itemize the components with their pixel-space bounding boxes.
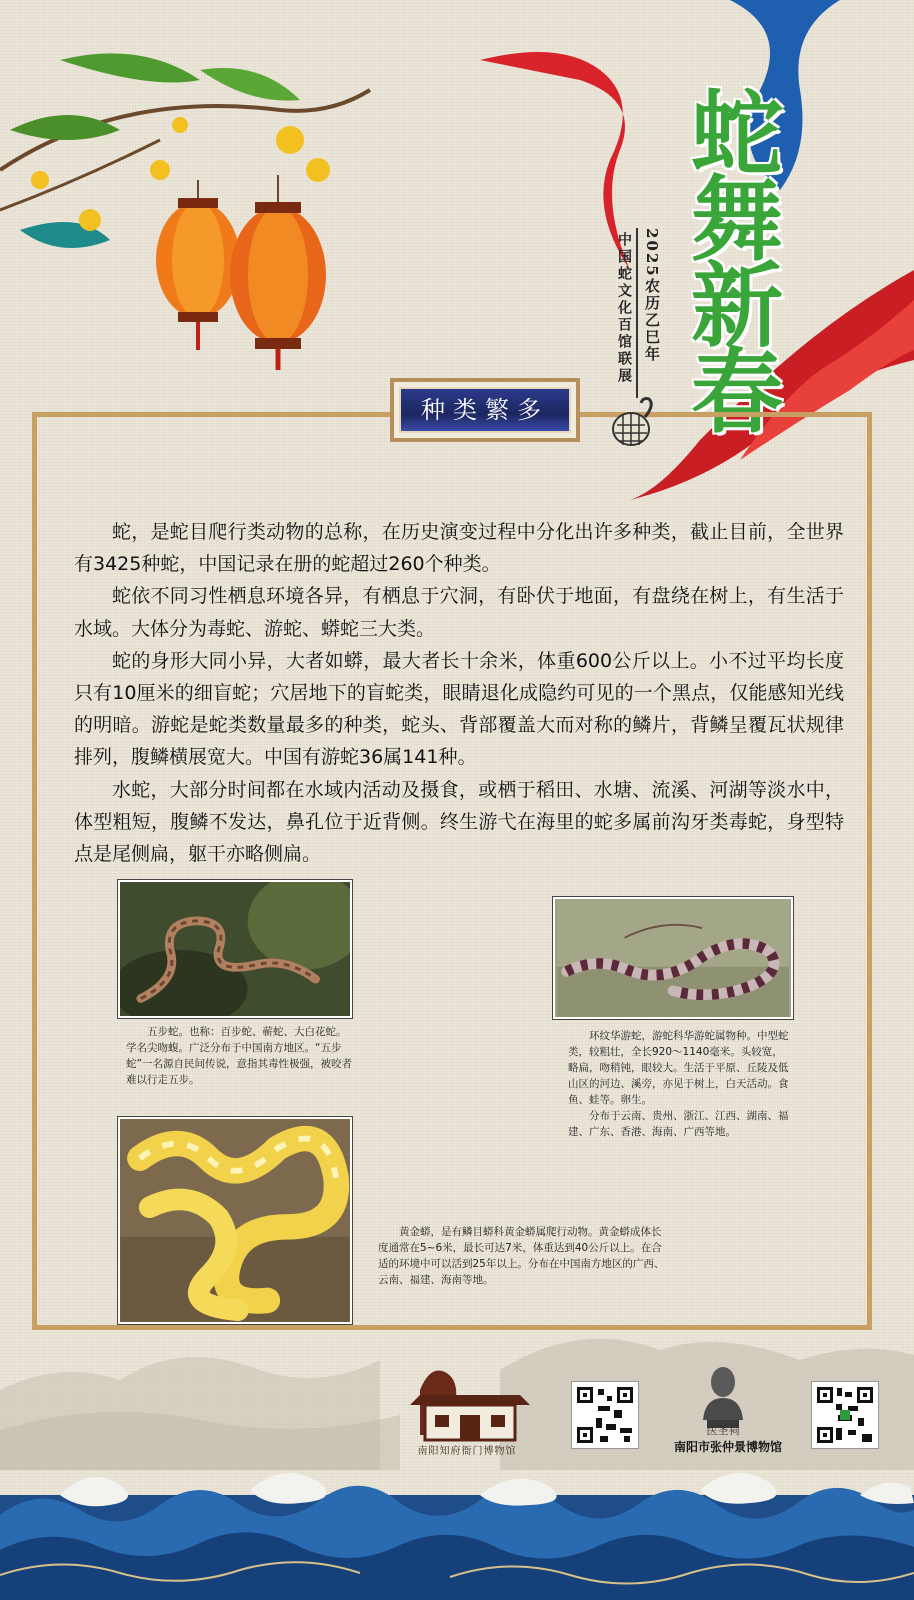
caption-golden-python [378,1224,668,1288]
caption-text: 分布于云南、贵州、浙江、江西、湖南、福建、广东、香港、海南、广西等地。 [568,1110,789,1138]
page-title: 蛇舞新春 [676,85,784,429]
caption-five-pace-viper [126,1024,356,1088]
qr-code[interactable] [812,1382,878,1448]
title-divider [636,228,638,398]
caption-text: 黄金蟒，是有鳞目蟒科黄金蟒属爬行动物。黄金蟒成体长度通常在5~6米，最长可达7米，体重达到40公斤以上。在合适的环境中可以活到25年以上。分布在中国南方地区的广西、云南、福建、海南等地。 [378,1226,665,1286]
caption-ringed-water-snake [568,1028,790,1140]
museum-subtitle: 医圣祠 [706,1424,740,1437]
qr-code[interactable] [572,1382,638,1448]
paragraph: 水蛇，大部分时间都在水域内活动及摄食，或栖于稻田、水塘、流溪、河湖等淡水中，体型粗短，腹鳞不发达，鼻孔位于近背侧。终生游弋在海里的蛇多属前沟牙类毒蛇，身型特点是尾侧扁，躯干亦略侧扁。 [74,778,844,866]
caption-text: 环纹华游蛇，游蛇科华游蛇属物种。中型蛇类，较粗壮，全长920～1140毫米。头较宽，略扁，吻稍钝，眼较大。生活于平原、丘陵及低山区的河边、溪旁，亦见于树上，白天活动。食鱼、蛙等。卵生。 [568,1030,789,1106]
snake-basket-icon [605,395,660,450]
photo-ringed-water-snake [553,897,793,1019]
section-heading: 种类繁多 [399,387,571,433]
museum-name-1: 南阳知府衙门博物馆 [417,1446,517,1457]
photo-golden-python [118,1117,352,1324]
title-organization: 中国蛇文化百馆联展 [616,232,632,385]
wave-decoration [0,1455,914,1600]
intro-text [74,516,844,870]
lantern-flower-decoration [0,30,380,370]
caption-text: 五步蛇。也称：百步蛇、蕲蛇、大白花蛇。学名尖吻蝮。广泛分布于中国南方地区。“五步蛇”一名源自民间传说，意指其毒性极强，被咬者难以行走五步。 [126,1026,352,1086]
zhang-zhongjing-bust-icon [693,1360,753,1430]
paragraph: 蛇的身形大同小异，大者如蟒，最大者长十余米，体重600公斤以上。小不过平均长度只有10厘米的细盲蛇；穴居地下的盲蛇类，眼睛退化成隐约可见的一个黑点，仅能感知光线的明暗。游蛇是蛇类数量最多的种类，蛇头、背部覆盖大而对称的鳞片，背鳞呈覆瓦状规律排列，腹鳞横展宽大。中国有游蛇36属141种。 [74,649,844,769]
paragraph: 蛇，是蛇目爬行类动物的总称，在历史演变过程中分化出许多种类，截止目前，全世界有3425种蛇，中国记录在册的蛇超过260个种类。 [74,521,844,576]
title-year: 2025农历乙巳年 [643,228,661,363]
paragraph: 蛇依不同习性栖息环境各异，有栖息于穴洞，有卧伏于地面，有盘绕在树上，有生活于水域。大体分为毒蛇、游蛇、蟒蛇三大类。 [74,585,844,640]
photo-five-pace-viper [118,880,352,1018]
museum-name-2: 南阳市张仲景博物馆 [673,1440,782,1454]
section-heading-badge [390,378,580,442]
